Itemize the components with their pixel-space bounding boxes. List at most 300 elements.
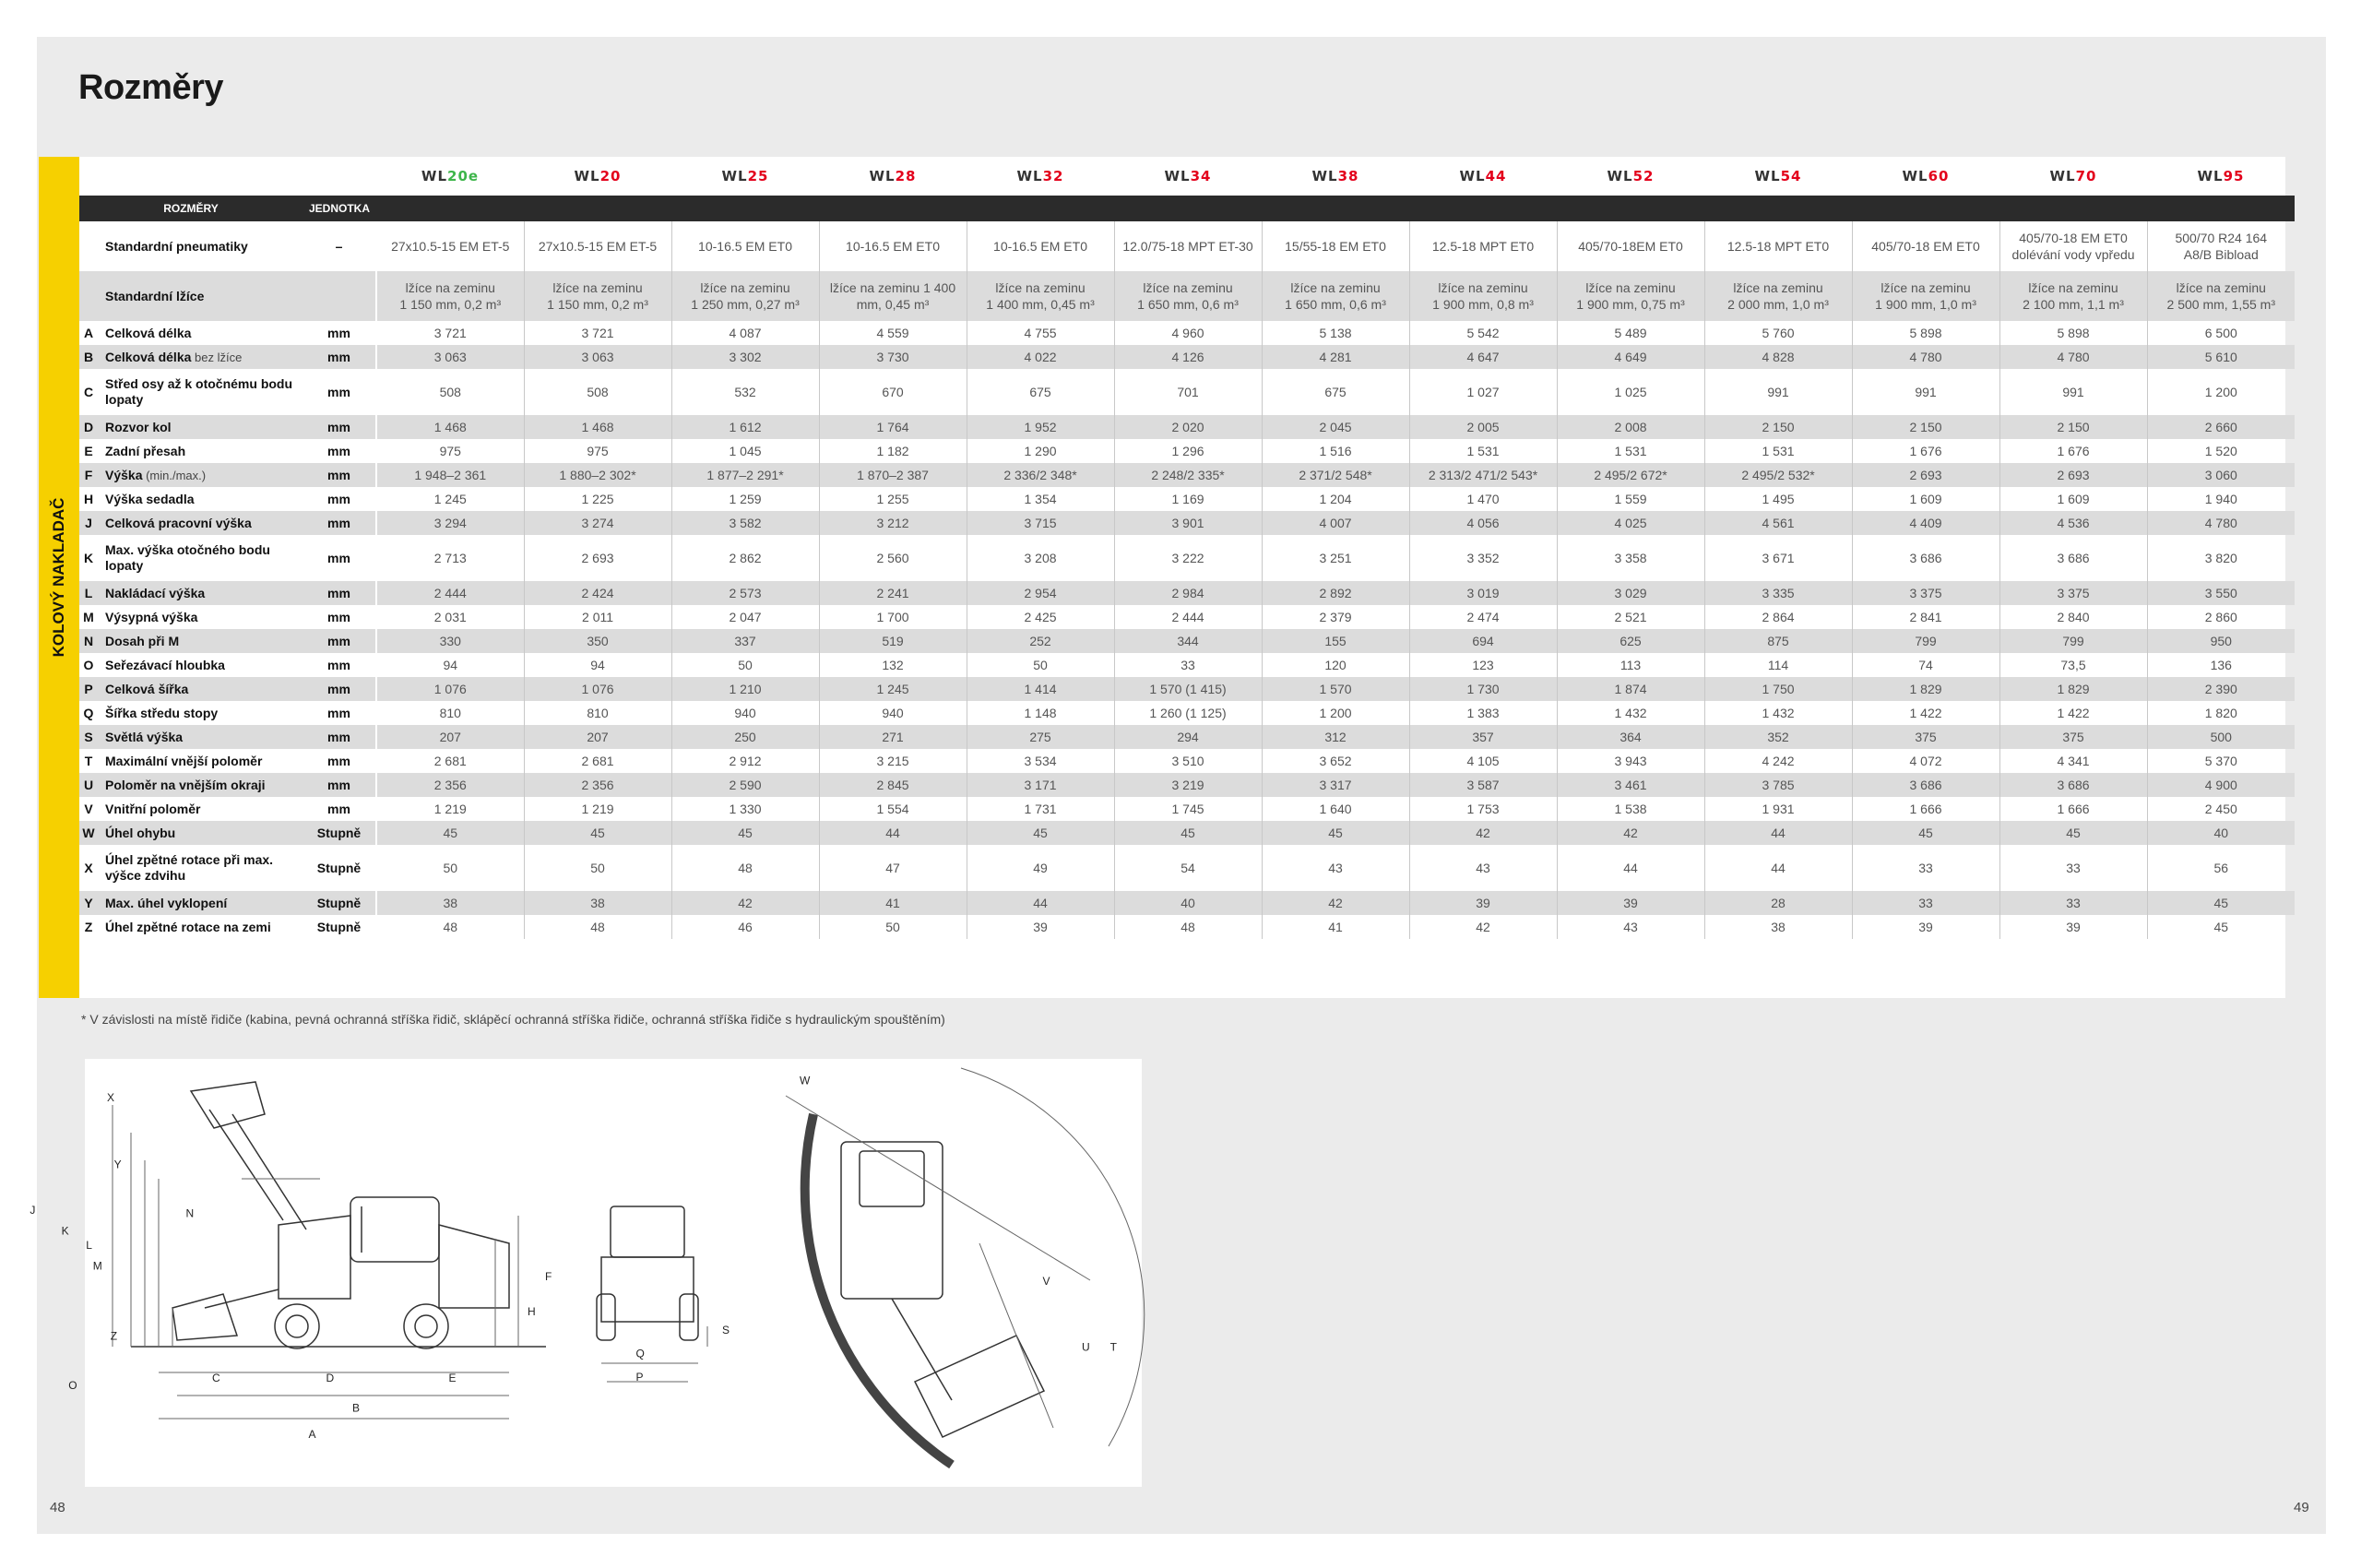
value-cell: 136 <box>2147 653 2295 677</box>
value-cell: 1 520 <box>2147 439 2295 463</box>
value-cell: 4 780 <box>1999 345 2147 369</box>
model-prefix: WL <box>2049 168 2076 184</box>
value-cell: lžíce na zeminu 1 400 mm, 0,45 m³ <box>819 271 967 321</box>
value-cell: 2 984 <box>1114 581 1262 605</box>
value-cell: 2 860 <box>2147 605 2295 629</box>
value-cell: 41 <box>1262 915 1409 939</box>
value-cell: 155 <box>1262 629 1409 653</box>
table-row <box>79 511 2295 535</box>
value-cell: 2 590 <box>671 773 819 797</box>
value-cell: 405/70-18EM ET0 <box>1557 221 1704 271</box>
row-letter: P <box>79 677 98 701</box>
value-cell: 357 <box>1409 725 1557 749</box>
value-cell: 33 <box>1999 891 2147 915</box>
value-cell: 2 864 <box>1704 605 1852 629</box>
value-cell: 3 943 <box>1557 749 1704 773</box>
value-cell: 1 676 <box>1852 439 1999 463</box>
value-cell: 1 076 <box>524 677 671 701</box>
value-cell: 2 444 <box>1114 605 1262 629</box>
value-cell: 120 <box>1262 653 1409 677</box>
row-name <box>98 415 303 439</box>
model-prefix: WL <box>1754 168 1781 184</box>
value-cell: 875 <box>1704 629 1852 653</box>
row-name <box>98 701 303 725</box>
model-cell <box>1114 157 1262 196</box>
value-cell: 44 <box>1704 845 1852 891</box>
table-row <box>79 463 2295 487</box>
table-row <box>79 271 2295 321</box>
row-name <box>98 535 303 581</box>
value-cell: 1 200 <box>1262 701 1409 725</box>
value-cell: 39 <box>1852 915 1999 939</box>
value-cell: 252 <box>967 629 1114 653</box>
row-letter: X <box>84 861 93 875</box>
row-letter: T <box>84 754 93 768</box>
value-cell: 508 <box>524 369 671 415</box>
value-cell: 4 072 <box>1852 749 1999 773</box>
value-cell: 1 731 <box>967 797 1114 821</box>
row-unit: mm <box>303 415 376 439</box>
value-cell: 44 <box>1704 821 1852 845</box>
value-cell: 12.5-18 MPT ET0 <box>1409 221 1557 271</box>
value-cell: 1 874 <box>1557 677 1704 701</box>
table-row <box>79 581 2295 605</box>
model-suffix: 95 <box>2223 168 2245 184</box>
value-cell: 45 <box>2147 915 2295 939</box>
value-cell: 2 474 <box>1409 605 1557 629</box>
value-cell: 1 745 <box>1114 797 1262 821</box>
row-unit: mm <box>303 487 376 511</box>
value-cell: 1 820 <box>2147 701 2295 725</box>
row-name-sub: bez lžíce <box>191 350 243 364</box>
row-letter: C <box>83 385 94 399</box>
row-unit: mm <box>303 773 376 797</box>
value-cell: 1 219 <box>524 797 671 821</box>
row-name-label: Střed osy až k otočnému bodu lopaty <box>105 376 293 407</box>
value-cell: 40 <box>2147 821 2295 845</box>
model-cell <box>671 157 819 196</box>
value-cell: 4 755 <box>967 321 1114 345</box>
value-cell: 1 290 <box>967 439 1114 463</box>
value-cell: 3 686 <box>1852 773 1999 797</box>
value-cell: 250 <box>671 725 819 749</box>
value-cell: 1 870–2 387 <box>819 463 967 487</box>
row-name-label: Rozvor kol <box>105 419 172 434</box>
value-cell: 1 045 <box>671 439 819 463</box>
value-cell: 38 <box>524 891 671 915</box>
loader-dimension-diagram <box>30 1059 1142 1487</box>
value-cell: 799 <box>1852 629 1999 653</box>
value-cell: 3 060 <box>2147 463 2295 487</box>
value-cell: 4 780 <box>1852 345 1999 369</box>
diagram-label-p: P <box>635 1371 644 1384</box>
value-cell: 337 <box>671 629 819 653</box>
row-letter: B <box>79 345 98 369</box>
value-cell: 3 171 <box>967 773 1114 797</box>
value-cell: 532 <box>671 369 819 415</box>
value-cell: 1 225 <box>524 487 671 511</box>
value-cell: 500/70 R24 164 A8/B Bibload <box>2147 221 2295 271</box>
value-cell: 2 660 <box>2147 415 2295 439</box>
value-cell: lžíce na zeminu 1 150 mm, 0,2 m³ <box>524 271 671 321</box>
value-cell: 2 424 <box>524 581 671 605</box>
value-cell: 74 <box>1852 653 1999 677</box>
row-name-label: Dosah při M <box>105 633 180 648</box>
value-cell: 375 <box>1852 725 1999 749</box>
model-cell <box>376 157 524 196</box>
value-cell: 4 559 <box>819 321 967 345</box>
value-cell: 94 <box>376 653 524 677</box>
value-cell: 3 215 <box>819 749 967 773</box>
diagram-label-a: A <box>308 1428 316 1441</box>
value-cell: 2 248/2 335* <box>1114 463 1262 487</box>
row-letter <box>79 271 98 321</box>
diagram-label-s: S <box>722 1324 730 1336</box>
table-row <box>79 701 2295 725</box>
row-letter: H <box>83 492 94 506</box>
value-cell: 1 829 <box>1999 677 2147 701</box>
value-cell: 48 <box>524 915 671 939</box>
model-suffix: 25 <box>747 168 769 184</box>
value-cell: 3 274 <box>524 511 671 535</box>
model-cell <box>524 157 671 196</box>
table-row <box>79 369 2295 415</box>
value-cell: 39 <box>1409 891 1557 915</box>
table-row <box>79 915 2295 939</box>
row-unit: mm <box>303 629 376 653</box>
value-cell: 1 940 <box>2147 487 2295 511</box>
value-cell: 810 <box>376 701 524 725</box>
model-name <box>870 168 917 184</box>
row-unit: mm <box>303 677 376 701</box>
value-cell: 4 828 <box>1704 345 1852 369</box>
value-cell: 39 <box>967 915 1114 939</box>
model-prefix: WL <box>1164 168 1191 184</box>
row-name-label: Standardní pneumatiky <box>105 238 248 254</box>
value-cell: 3 550 <box>2147 581 2295 605</box>
value-cell: 1 666 <box>1999 797 2147 821</box>
model-cell <box>1262 157 1409 196</box>
value-cell: 3 686 <box>1999 535 2147 581</box>
table-row <box>79 773 2295 797</box>
model-suffix: 44 <box>1485 168 1507 184</box>
table-row <box>79 439 2295 463</box>
row-unit: Stupně <box>303 915 376 939</box>
row-letter: J <box>79 511 98 535</box>
value-cell: 5 489 <box>1557 321 1704 345</box>
model-prefix: WL <box>1311 168 1338 184</box>
value-cell: 3 222 <box>1114 535 1262 581</box>
table-row <box>79 845 2295 891</box>
value-cell: 1 952 <box>967 415 1114 439</box>
value-cell: 12.5-18 MPT ET0 <box>1704 221 1852 271</box>
value-cell: 15/55-18 EM ET0 <box>1262 221 1409 271</box>
row-name <box>98 581 303 605</box>
value-cell: 43 <box>1409 845 1557 891</box>
value-cell: 991 <box>1704 369 1852 415</box>
table-row <box>79 321 2295 345</box>
value-cell: 10-16.5 EM ET0 <box>671 221 819 271</box>
value-cell: 2 379 <box>1262 605 1409 629</box>
value-cell: 4 409 <box>1852 511 1999 535</box>
model-name <box>1017 168 1064 184</box>
row-name-label: Výsypná výška <box>105 609 198 624</box>
row-unit: mm <box>303 321 376 345</box>
value-cell: 975 <box>376 439 524 463</box>
model-prefix: WL <box>574 168 600 184</box>
value-cell: 4 281 <box>1262 345 1409 369</box>
value-cell: 49 <box>967 845 1114 891</box>
value-cell: 1 495 <box>1704 487 1852 511</box>
row-name <box>98 369 303 415</box>
value-cell: 2 841 <box>1852 605 1999 629</box>
value-cell: 44 <box>819 821 967 845</box>
value-cell: 2 495/2 532* <box>1704 463 1852 487</box>
value-cell: 45 <box>967 821 1114 845</box>
value-cell: 1 330 <box>671 797 819 821</box>
value-cell: 3 730 <box>819 345 967 369</box>
value-cell: 27x10.5-15 EM ET-5 <box>524 221 671 271</box>
value-cell: 2 450 <box>2147 797 2295 821</box>
value-cell: lžíce na zeminu 2 000 mm, 1,0 m³ <box>1704 271 1852 321</box>
value-cell: lžíce na zeminu 1 250 mm, 0,27 m³ <box>671 271 819 321</box>
value-cell: 701 <box>1114 369 1262 415</box>
front-view-loader <box>597 1206 707 1382</box>
value-cell: 5 760 <box>1704 321 1852 345</box>
value-cell: 675 <box>967 369 1114 415</box>
value-cell: 2 356 <box>376 773 524 797</box>
diagram-label-l: L <box>86 1238 92 1252</box>
value-cell: lžíce na zeminu 1 650 mm, 0,6 m³ <box>1262 271 1409 321</box>
value-cell: 2 840 <box>1999 605 2147 629</box>
row-name <box>98 821 303 845</box>
value-cell: 1 612 <box>671 415 819 439</box>
value-cell: 1 931 <box>1704 797 1852 821</box>
row-unit: mm <box>303 581 376 605</box>
value-cell: lžíce na zeminu 1 900 mm, 0,75 m³ <box>1557 271 1704 321</box>
row-letter: N <box>79 629 98 653</box>
table-row <box>79 605 2295 629</box>
value-cell: lžíce na zeminu 1 400 mm, 0,45 m³ <box>967 271 1114 321</box>
value-cell: 1 640 <box>1262 797 1409 821</box>
value-cell: 5 898 <box>1852 321 1999 345</box>
value-cell: 1 182 <box>819 439 967 463</box>
value-cell: 1 829 <box>1852 677 1999 701</box>
value-cell: 1 414 <box>967 677 1114 701</box>
row-name-label: Úhel ohybu <box>105 825 176 840</box>
row-name-label: Úhel zpětné rotace při max. výšce zdvihu <box>105 852 274 883</box>
value-cell: 810 <box>524 701 671 725</box>
value-cell: 1 570 <box>1262 677 1409 701</box>
value-cell: 1 516 <box>1262 439 1409 463</box>
side-label: KOLOVÝ NAKLADAČ <box>50 497 67 658</box>
value-cell: 45 <box>671 821 819 845</box>
row-unit: mm <box>303 511 376 535</box>
model-prefix: WL <box>1016 168 1043 184</box>
row-name <box>98 487 303 511</box>
value-cell: 43 <box>1557 915 1704 939</box>
value-cell: 694 <box>1409 629 1557 653</box>
value-cell: 45 <box>376 821 524 845</box>
value-cell: 6 500 <box>2147 321 2295 345</box>
value-cell: lžíce na zeminu 2 500 mm, 1,55 m³ <box>2147 271 2295 321</box>
row-letter: Y <box>79 891 98 915</box>
value-cell: 3 375 <box>1852 581 1999 605</box>
model-header-spacer <box>79 157 376 196</box>
value-cell: 2 005 <box>1409 415 1557 439</box>
value-cell: lžíce na zeminu 1 650 mm, 0,6 m³ <box>1114 271 1262 321</box>
value-cell: 1 260 (1 125) <box>1114 701 1262 725</box>
model-name <box>2198 168 2245 184</box>
table-row <box>79 797 2295 821</box>
value-cell: lžíce na zeminu 2 100 mm, 1,1 m³ <box>1999 271 2147 321</box>
row-letter: E <box>84 444 93 458</box>
value-cell: 3 901 <box>1114 511 1262 535</box>
value-cell: 4 022 <box>967 345 1114 369</box>
row-letter: W <box>79 821 98 845</box>
value-cell: 2 356 <box>524 773 671 797</box>
value-cell: 3 063 <box>376 345 524 369</box>
model-name <box>421 168 479 184</box>
value-cell: 38 <box>1704 915 1852 939</box>
model-prefix: WL <box>869 168 896 184</box>
value-cell: 3 212 <box>819 511 967 535</box>
model-prefix: WL <box>721 168 748 184</box>
row-name-label: Poloměr na vnějším okraji <box>105 777 266 792</box>
value-cell: lžíce na zeminu 1 150 mm, 0,2 m³ <box>376 271 524 321</box>
value-cell: 2 560 <box>819 535 967 581</box>
row-name <box>98 677 303 701</box>
table-row <box>79 415 2295 439</box>
row-name <box>98 511 303 535</box>
value-cell: 47 <box>819 845 967 891</box>
row-letter: U <box>79 773 98 797</box>
value-cell: 1 200 <box>2147 369 2295 415</box>
value-cell: 1 753 <box>1409 797 1557 821</box>
value-cell: 975 <box>524 439 671 463</box>
diagram-label-q: Q <box>635 1347 645 1360</box>
model-header-row <box>79 157 2295 196</box>
value-cell: 39 <box>1999 915 2147 939</box>
value-cell: 4 649 <box>1557 345 1704 369</box>
model-prefix: WL <box>1902 168 1928 184</box>
row-unit: mm <box>303 345 376 369</box>
value-cell: 113 <box>1557 653 1704 677</box>
value-cell: 1 700 <box>819 605 967 629</box>
row-letter: Q <box>83 706 94 720</box>
table-header-row <box>79 196 2295 221</box>
model-cell <box>1999 157 2147 196</box>
value-cell: 2 241 <box>819 581 967 605</box>
value-cell: 4 105 <box>1409 749 1557 773</box>
row-name-label: Nakládací výška <box>105 585 206 600</box>
value-cell: 207 <box>376 725 524 749</box>
value-cell: 1 296 <box>1114 439 1262 463</box>
model-suffix: 38 <box>1337 168 1359 184</box>
value-cell: 2 892 <box>1262 581 1409 605</box>
row-letter: K <box>83 551 94 565</box>
row-letter: M <box>83 610 94 624</box>
row-letter: S <box>79 725 98 749</box>
diagram-label-h: H <box>528 1305 536 1318</box>
value-cell: 2 313/2 471/2 543* <box>1409 463 1557 487</box>
table-row <box>79 653 2295 677</box>
model-prefix: WL <box>1459 168 1486 184</box>
value-cell: 1 027 <box>1409 369 1557 415</box>
row-unit: mm <box>303 535 376 581</box>
value-cell: 4 561 <box>1704 511 1852 535</box>
value-cell: 2 693 <box>524 535 671 581</box>
row-name-label: Světlá výška <box>105 729 184 744</box>
value-cell: 2 954 <box>967 581 1114 605</box>
row-unit: mm <box>303 725 376 749</box>
header-jednotka: JEDNOTKA <box>303 196 376 221</box>
value-cell: 2 047 <box>671 605 819 629</box>
row-name <box>98 915 303 939</box>
table-row <box>79 725 2295 749</box>
row-name-label: Výška <box>105 467 143 482</box>
value-cell: 3 587 <box>1409 773 1557 797</box>
value-cell: 3 686 <box>1999 773 2147 797</box>
value-cell: 294 <box>1114 725 1262 749</box>
diagram-label-t: T <box>1109 1340 1117 1354</box>
value-cell: 3 358 <box>1557 535 1704 581</box>
value-cell: 4 536 <box>1999 511 2147 535</box>
table-row <box>79 345 2295 369</box>
model-cell <box>1557 157 1704 196</box>
value-cell: 5 138 <box>1262 321 1409 345</box>
diagram-label-m: M <box>92 1259 102 1273</box>
value-cell: 1 219 <box>376 797 524 821</box>
footnote: * V závislosti na místě řidiče (kabina, pevná ochranná stříška řidič, sklápěcí ochranná stříška řidiče, ochranná stříška řidiče s hydraulickým spouštěním) <box>81 1012 945 1027</box>
value-cell: 3 686 <box>1852 535 1999 581</box>
value-cell: 5 898 <box>1999 321 2147 345</box>
value-cell: 45 <box>1852 821 1999 845</box>
row-letter <box>79 221 98 271</box>
model-suffix: 34 <box>1190 168 1212 184</box>
value-cell: 2 425 <box>967 605 1114 629</box>
value-cell: 4 126 <box>1114 345 1262 369</box>
row-name <box>98 439 303 463</box>
value-cell: 1 468 <box>524 415 671 439</box>
model-suffix: 20 <box>599 168 622 184</box>
value-cell: 1 468 <box>376 415 524 439</box>
value-cell: 41 <box>819 891 967 915</box>
row-unit: mm <box>303 749 376 773</box>
value-cell: 33 <box>1852 891 1999 915</box>
value-cell: 28 <box>1704 891 1852 915</box>
row-name <box>98 629 303 653</box>
value-cell: 56 <box>2147 845 2295 891</box>
row-letter: A <box>83 326 94 340</box>
value-cell: 3 820 <box>2147 535 2295 581</box>
value-cell: 275 <box>967 725 1114 749</box>
value-cell: 3 335 <box>1704 581 1852 605</box>
value-cell: 44 <box>967 891 1114 915</box>
dimension-drawing <box>30 1059 1142 1487</box>
value-cell: 42 <box>1262 891 1409 915</box>
diagram-label-f: F <box>545 1270 552 1283</box>
dimensions-table <box>79 157 2295 939</box>
value-cell: 3 785 <box>1704 773 1852 797</box>
value-cell: 3 652 <box>1262 749 1409 773</box>
value-cell: 2 912 <box>671 749 819 773</box>
value-cell: 42 <box>1409 915 1557 939</box>
value-cell: 2 573 <box>671 581 819 605</box>
table-row <box>79 487 2295 511</box>
value-cell: 33 <box>1114 653 1262 677</box>
diagram-label-u: U <box>1082 1340 1090 1354</box>
